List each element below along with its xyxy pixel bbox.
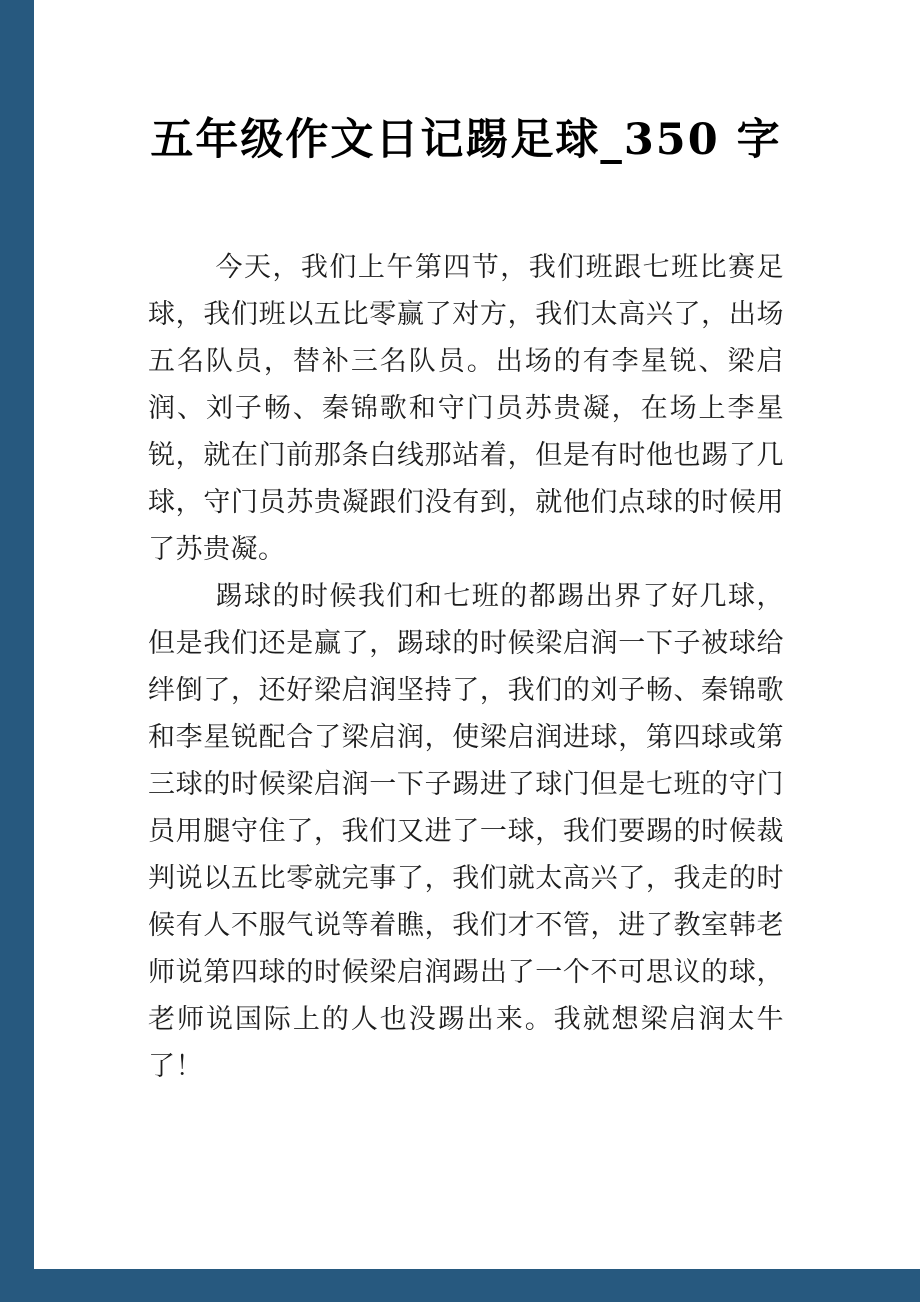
- page-border-left: [0, 0, 34, 1302]
- essay-paragraph-2: 踢球的时候我们和七班的都踢出界了好几球，但是我们还是赢了，踢球的时候梁启润一下子被球给绊倒了，还好梁启润坚持了，我们的刘子畅、秦锦歌和李星锐配合了梁启润，使梁启润进球，第四球或第三球的时候梁启润一下子踢进了球门但是七班的守门员用腿守住了，我们又进了一球，我们要踢的时候裁判说以五比零就完事了，我们就太高兴了，我走的时候有人不服气说等着瞧，我们才不管，进了教室韩老师说第四球的时候梁启润踢出了一个不可思议的球，老师说国际上的人也没踢出来。我就想梁启润太牛了！: [148, 581, 784, 1082]
- page-border-bottom: [0, 1269, 920, 1302]
- document-title: 五年级作文日记踢足球_350 字: [150, 115, 782, 165]
- essay-paragraph-1: 今天，我们上午第四节，我们班跟七班比赛足球，我们班以五比零赢了对方，我们太高兴了，出场五名队员，替补三名队员。出场的有李星锐、梁启润、刘子畅、秦锦歌和守门员苏贵凝，在场上李星锐，就在门前那条白线那站着，但是有时他也踢了几球，守门员苏贵凝跟们没有到，就他们点球的时候用了苏贵凝。: [148, 252, 784, 565]
- document-body: [148, 0, 784, 1090]
